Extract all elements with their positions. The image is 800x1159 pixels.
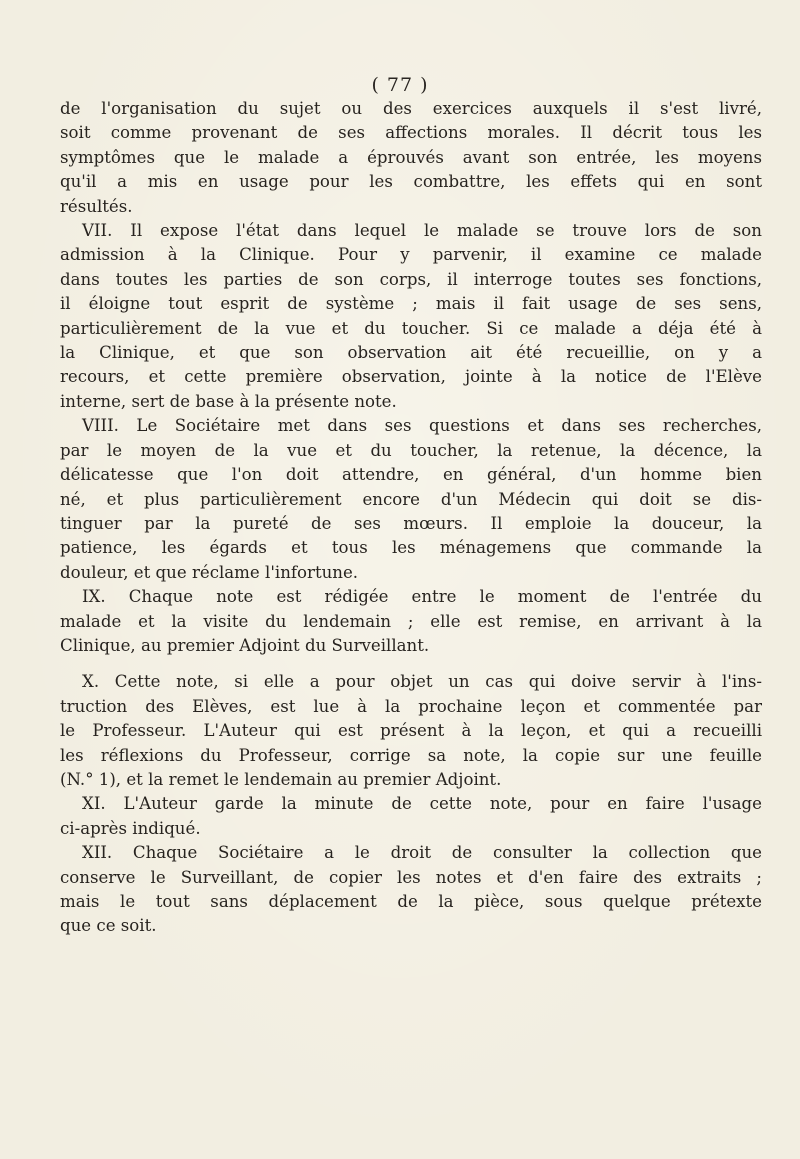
text-line: les réflexions du Professeur, corrige sa note, la copie sur une feuille [60,745,762,765]
text-line: (N.° 1), et la remet le lendemain au premier Adjoint. [60,769,502,789]
text-line: résultés. [60,196,133,216]
text-line: Clinique, au premier Adjoint du Surveillant. [60,635,430,655]
text-line: recours, et cette première observation, jointe à la notice de l'Elève [60,367,762,387]
text-line: né, et plus particulièrement encore d'un Médecin qui doit se dis- [60,489,762,509]
text-line: truction des Elèves, est lue à la prochaine leçon et commentée par [60,696,762,716]
text-line: douleur, et que réclame l'infortune. [60,562,359,582]
text-line: X. Cette note, si elle a pour objet un cas qui doive servir à l'ins- [82,672,762,692]
text-line: particulièrement de la vue et du toucher. Si ce malade a déja été à [60,318,762,338]
text-line: malade et la visite du lendemain ; elle est remise, en arrivant à la [60,611,762,631]
text-line: admission à la Clinique. Pour y parvenir, il examine ce malade [60,245,762,265]
paragraph-article-vii [60,219,762,414]
text-line: le Professeur. L'Auteur qui est présent à la leçon, et qui a recueilli [60,721,762,741]
paragraph-article-xii [60,841,762,939]
text-line: XII. Chaque Sociétaire a le droit de consulter la collection que [82,843,762,863]
text-line: XI. L'Auteur garde la minute de cette note, pour en faire l'usage [82,794,762,814]
paragraph-article-x [60,670,762,792]
text-line: IX. Chaque note est rédigée entre le moment de l'entrée du [82,587,762,607]
text-line: symptômes que le malade a éprouvés avant son entrée, les moyens [60,147,762,167]
page-number: ( 77 ) [371,74,429,96]
text-line: par le moyen de la vue et du toucher, la retenue, la décence, la [60,440,762,460]
text-line: que ce soit. [60,916,157,936]
text-line: ci-après indiqué. [60,818,201,838]
paragraph-article-ix [60,585,762,658]
text-line: la Clinique, et que son observation ait été recueillie, on y a [60,343,762,363]
paragraph-continuation [60,97,762,219]
text-line: mais le tout sans déplacement de la pièce, sous quelque prétexte [60,892,762,911]
text-line: délicatesse que l'on doit attendre, en général, d'un homme bien [60,465,762,485]
text-line: tinguer par la pureté de ses mœurs. Il emploie la douceur, la [60,513,762,533]
text-line: de l'organisation du sujet ou des exercices auxquels il s'est livré, [60,99,762,118]
text-line: VII. Il expose l'état dans lequel le malade se trouve lors de son [82,221,762,241]
paragraph-article-viii [60,414,762,585]
text-line: VIII. Le Sociétaire met dans ses questions et dans ses recherches, [82,416,762,436]
text-line: patience, les égards et tous les ménagemens que commande la [60,538,762,558]
text-line: soit comme provenant de ses affections morales. Il décrit tous les [60,123,762,143]
text-line: conserve le Surveillant, de copier les notes et d'en faire des extraits ; [60,867,762,887]
paragraph-article-xi [60,792,762,841]
text-line: dans toutes les parties de son corps, il interroge toutes ses fonctions, [60,269,762,289]
text-line: qu'il a mis en usage pour les combattre, les effets qui en sont [60,172,762,192]
body-text [60,97,762,939]
text-line: interne, sert de base à la présente note. [60,391,397,411]
text-line: il éloigne tout esprit de système ; mais il fait usage de ses sens, [60,294,762,314]
